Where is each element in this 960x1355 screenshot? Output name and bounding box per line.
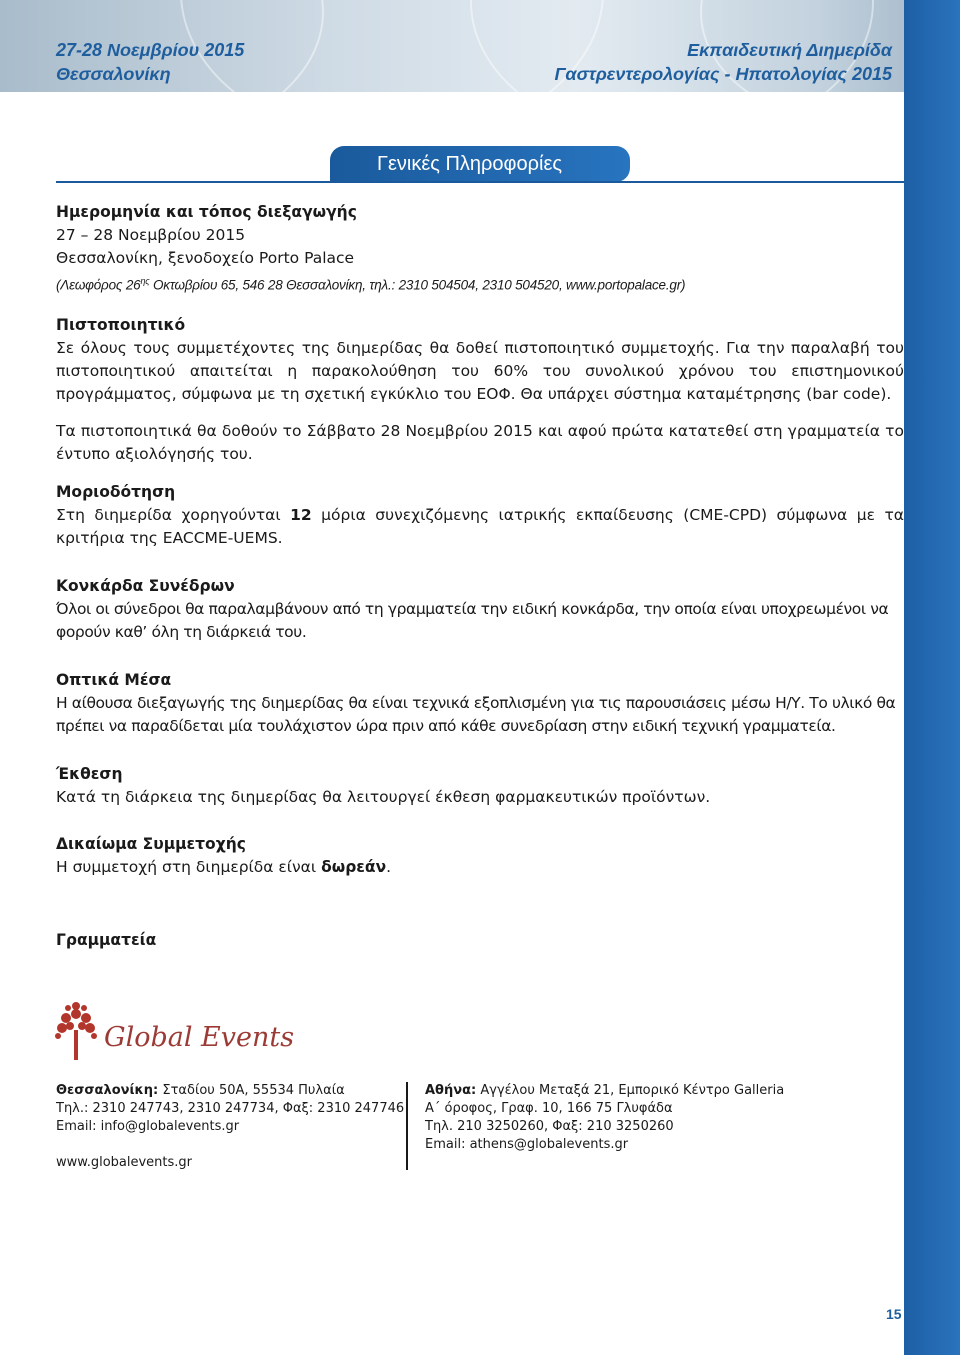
- fee-paragraph: [56, 856, 904, 879]
- thess-address: Σταδίου 50Α, 55534 Πυλαία: [158, 1083, 345, 1098]
- fee-free: δωρεάν: [321, 857, 387, 876]
- side-color-bar: [904, 0, 960, 1355]
- athens-floor: Α΄ όροφος, Γραφ. 10, 166 75 Γλυφάδα: [425, 1101, 673, 1116]
- header-city: Θεσσαλονίκη: [56, 64, 171, 84]
- venue-date: 27 – 28 Νοεμβρίου 2015: [56, 226, 246, 244]
- athens-address: Αγγέλου Μεταξά 21, Εμπορικό Κέντρο Galleria: [476, 1083, 785, 1098]
- header-date: 27-28 Νοεμβρίου 2015: [56, 40, 245, 60]
- header-event-date: [56, 38, 244, 86]
- page-number: 15: [886, 1306, 902, 1322]
- section-divider: [56, 181, 904, 183]
- address-part: Οκτωβρίου 65, 546 28 Θεσσαλονίκη, τηλ.: 2310 504504, 2310 504520, www.portopalace.gr): [149, 277, 686, 293]
- contact-thessaloniki: [56, 1082, 404, 1172]
- certificate-heading: Πιστοποιητικό: [56, 315, 186, 334]
- credits-number: 12: [290, 505, 312, 524]
- athens-address-line: [425, 1082, 784, 1100]
- website-link[interactable]: www.globalevents.gr: [56, 1155, 193, 1170]
- fee-text: Η συμμετοχή στη διημερίδα είναι: [56, 857, 322, 876]
- spacer: [56, 297, 904, 314]
- credits-text: μόρια συνεχιζόμενης ιατρικής εκπαίδευσης (CME-CPD) σύμφωνα με τα κριτήρια της EACCME-UEMS.: [56, 505, 904, 547]
- logo-text: Global Events: [104, 1022, 294, 1053]
- thess-address-line: [56, 1082, 404, 1100]
- athens-label: Αθήνα:: [425, 1083, 477, 1098]
- thess-label: Θεσσαλονίκη:: [56, 1083, 159, 1098]
- spacer: [56, 406, 904, 420]
- contact-athens: [425, 1082, 784, 1154]
- badge-heading: Κονκάρδα Συνέδρων: [56, 576, 235, 595]
- page-header: [0, 0, 960, 92]
- exhibition-heading: Έκθεση: [56, 764, 123, 783]
- thess-email[interactable]: Email: info@globalevents.gr: [56, 1119, 240, 1134]
- spacer: [56, 738, 904, 763]
- spacer: [56, 466, 904, 481]
- spacer: [56, 550, 904, 575]
- certificate-paragraph: Σε όλους τους συμμετέχοντες της διημερίδας θα δοθεί πιστοποιητικό συμμετοχής. Για την παραλαβή του πιστοποιητικού απαιτείται η παρακολούθηση του 60% του συνολικού χρόνου του επιστημονικού προγράμματος, σύμφωνα με τη σχετική εγκύκλιο του ΕΟΦ. Θα υπάρχει σύστημα καταμέτρησης (bar code).: [56, 338, 904, 403]
- spacer: [56, 1136, 404, 1154]
- venue-heading: Ημερομηνία και τόπος διεξαγωγής: [56, 203, 357, 221]
- credits-text: Στη διημερίδα χορηγούνται: [56, 505, 291, 524]
- contact-divider: [406, 1082, 408, 1170]
- venue-address: [56, 270, 904, 297]
- tree-logo-icon: [54, 1000, 294, 1062]
- section-title: Γενικές Πληροφορίες: [330, 146, 630, 182]
- thess-phone: Τηλ.: 2310 247743, 2310 247734, Φαξ: 2310 247746: [56, 1101, 405, 1116]
- spacer: [56, 809, 904, 833]
- global-events-logo: [54, 1000, 294, 1062]
- secretariat-heading: Γραμματεία: [56, 930, 157, 949]
- venue-place: Θεσσαλονίκη, ξενοδοχείο Porto Palace: [56, 249, 355, 267]
- certificate-paragraph: Τα πιστοποιητικά θα δοθούν το Σάββατο 28 Νοεμβρίου 2015 και αφού πρώτα κατατεθεί στη γραμματεία το έντυπο αξιολόγησής του.: [56, 421, 904, 463]
- header-event-subject: Γαστρεντερολογίας - Ηπατολογίας 2015: [554, 64, 892, 84]
- athens-email[interactable]: Email: athens@globalevents.gr: [425, 1137, 629, 1152]
- credits-heading: Μοριοδότηση: [56, 482, 176, 501]
- main-content: [56, 201, 904, 952]
- fee-text: .: [386, 857, 392, 876]
- address-superscript: ης: [140, 276, 150, 286]
- badge-paragraph: Όλοι οι σύνεδροι θα παραλαμβάνουν από τη γραμματεία την ειδική κονκάρδα, την οποία είναι υποχρεωμένοι να φορούν καθ’ όλη τη διάρκειά του.: [56, 599, 889, 641]
- av-heading: Οπτικά Μέσα: [56, 670, 172, 689]
- fee-heading: Δικαίωμα Συμμετοχής: [56, 834, 246, 853]
- athens-phone: Τηλ. 210 3250260, Φαξ: 210 3250260: [425, 1119, 674, 1134]
- spacer: [56, 644, 904, 669]
- exhibition-paragraph: Κατά τη διάρκεια της διημερίδας θα λειτουργεί έκθεση φαρμακευτικών προϊόντων.: [56, 787, 711, 806]
- address-part: (Λεωφόρος 26: [56, 277, 141, 293]
- header-event-title: [554, 38, 892, 86]
- credits-paragraph: [56, 504, 904, 550]
- header-event-name: Εκπαιδευτική Διημερίδα: [687, 40, 892, 60]
- av-paragraph: Η αίθουσα διεξαγωγής της διημερίδας θα είναι τεχνικά εξοπλισμένη για τις παρουσιάσεις μέσω Η/Υ. Το υλικό θα πρέπει να παραδίδεται μία τουλάχιστον ώρα πριν από κάθε συνεδρίαση στην ειδική τεχνική γραμματεία.: [56, 693, 896, 735]
- spacer: [56, 879, 904, 929]
